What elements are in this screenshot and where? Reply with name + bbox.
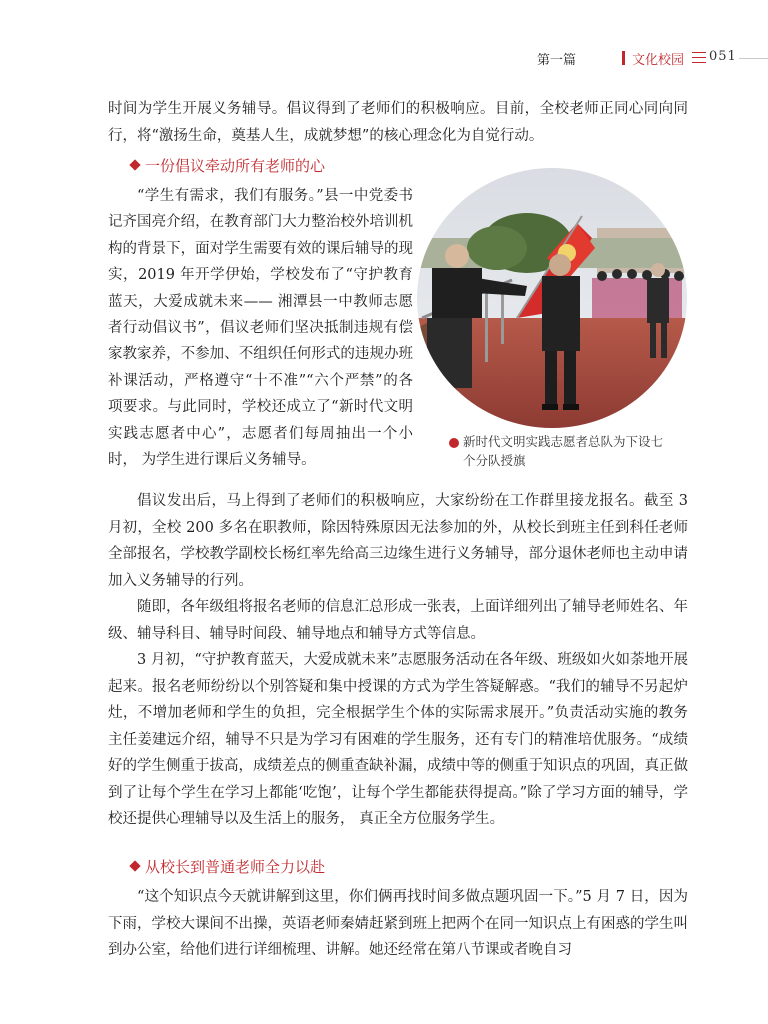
header-rule — [739, 58, 768, 59]
paragraph-6: “这个知识点今天就讲解到这里，你们俩再找时间多做点题巩固一下。”5 月 7 日，因为下雨，学校大课间不出操，英语老师秦婧赶紧到班上把两个在同一知识点上有困惑的学生叫到办公室，给他们进行详细梳理、讲解。她还经常在第八节课或者晚自习 — [108, 889, 688, 958]
photo-caption: 新时代文明实践志愿者总队为下设七个分队授旗 — [463, 434, 664, 468]
section-heading-1 — [131, 155, 325, 176]
paragraph-2: “学生有需求，我们有服务。”县一中党委书记齐国亮介绍，在教育部门大力整治校外培训机构的背景下，面对学生需要有效的课后辅导的现实，2019 年开学伊始，学校发布了“守护教育蓝天，大爱成就未来—— 湘潭县一中教师志愿者行动倡议书”，倡议老师们坚决抵制违规有偿家教家养，不参加、不组织任何形式的违规办班补课活动，严格遵守“十不准”“六个严禁”的各项要求。与此同时，学校还成立了“新时代文明实践志愿者中心”，志愿者们每周抽出一个小时， 为学生进行课后义务辅导。 — [108, 188, 413, 469]
diamond-icon — [129, 159, 140, 170]
page-number: 051 — [709, 49, 737, 64]
diamond-icon — [129, 860, 140, 871]
paragraph-3: 倡议发出后，马上得到了老师们的积极响应，大家纷纷在工作群里接龙报名。截至 3 月初，全校 200 多名在职教师，除因特殊原因无法参加的外，从校长到班主任到科任老师全部报名，学校教学副校长杨红率先给高三边缘生进行义务辅导，部分退休老师也主动申请加入义务辅导的行列。 — [108, 493, 688, 589]
paragraph-1: 时间为学生开展义务辅导。倡议得到了老师们的积极响应。目前，全校老师正同心同向同行，将“激扬生命，奠基人生，成就梦想”的核心理念化为自觉行动。 — [108, 101, 688, 144]
header-ornament — [692, 52, 706, 64]
header-divider — [622, 51, 625, 65]
paragraph-4: 随即，各年级组将报名老师的信息汇总形成一张表，上面详细列出了辅导老师姓名、年级、辅导科目、辅导时间段、辅导地点和辅导方式等信息。 — [108, 599, 688, 642]
caption-bullet-icon — [449, 438, 459, 448]
header-title: 文化校园 — [632, 53, 685, 68]
section-heading-1-text: 一份倡议牵动所有老师的心 — [145, 157, 326, 175]
header-section: 第一篇 — [537, 53, 577, 68]
section-heading-2-text: 从校长到普通老师全力以赴 — [145, 858, 326, 876]
section-heading-2 — [131, 856, 325, 877]
paragraph-5: 3 月初，“守护教育蓝天，大爱成就未来”志愿服务活动在各年级、班级如火如荼地开展起来。报名老师纷纷以个别答疑和集中授课的方式为学生答疑解惑。“我们的辅导不另起炉灶，不增加老师和学生的负担，完全根据学生个体的实际需求展开。”负责活动实施的教务主任姜建远介绍，辅导不只是为学习有困难的学生服务，还有专门的精准培优服务。“成绩好的学生侧重于拔高，成绩差点的侧重查缺补漏，成绩中等的侧重于知识点的巩固，真正做到了让每个学生在学习上都能‘吃饱’，让每个学生都能获得提高。”除了学习方面的辅导，学校还提供心理辅导以及生活上的服务， 真正全方位服务学生。 — [108, 652, 688, 827]
page-header — [0, 46, 768, 70]
ceremony-photo — [417, 168, 687, 428]
